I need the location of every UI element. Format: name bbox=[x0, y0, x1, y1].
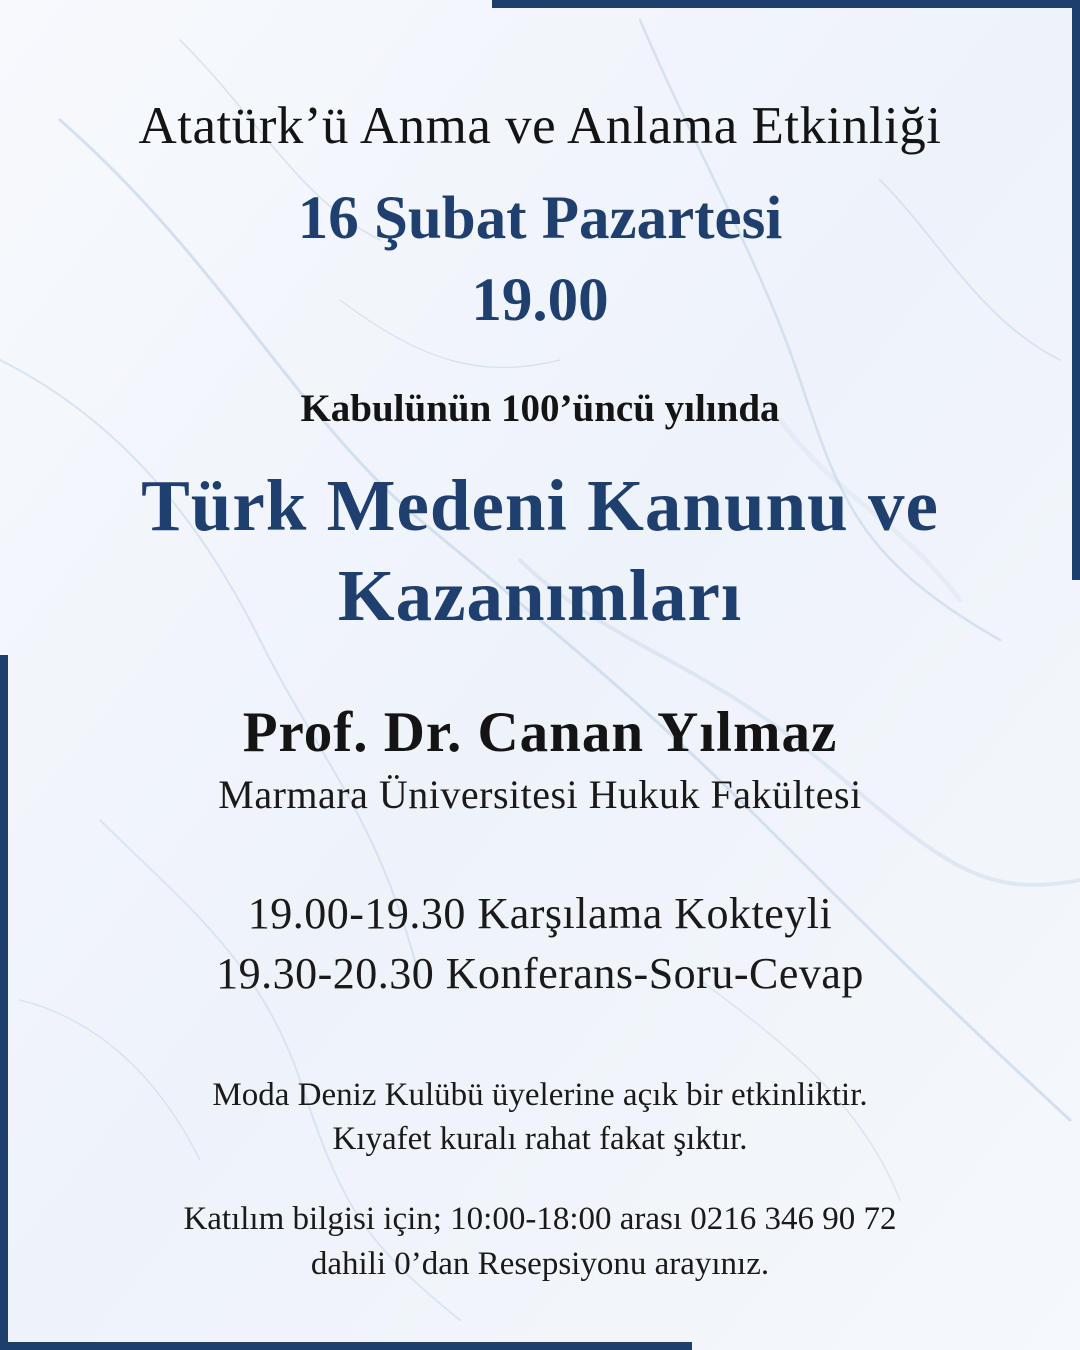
info-note: Kıyafet kuralı rahat fakat şıktır. bbox=[332, 1121, 748, 1157]
speaker-name: Prof. Dr. Canan Yılmaz bbox=[242, 701, 838, 764]
event-date: 16 Şubat Pazartesi bbox=[297, 185, 783, 252]
contact-info: dahili 0’dan Resepsiyonu arayınız. bbox=[310, 1246, 770, 1282]
event-title: Atatürk’ü Anma ve Anlama Etkinliği bbox=[138, 97, 942, 155]
schedule-item: 19.00-19.30 Karşılama Kokteyli bbox=[247, 889, 833, 938]
event-time: 19.00 bbox=[471, 267, 609, 334]
speaker-affiliation: Marmara Üniversitesi Hukuk Fakültesi bbox=[218, 772, 862, 817]
info-note: Moda Deniz Kulübü üyelerine açık bir etkinliktir. bbox=[212, 1077, 868, 1113]
schedule-item: 19.30-20.30 Konferans-Soru-Cevap bbox=[216, 949, 864, 998]
topic-title-line-2: Kazanımları bbox=[337, 555, 743, 636]
topic-subtitle: Kabulünün 100’üncü yılında bbox=[300, 387, 780, 430]
contact-info: Katılım bilgisi için; 10:00-18:00 arası 0216 346 90 72 bbox=[183, 1201, 897, 1237]
topic-title-line-1: Türk Medeni Kanunu ve bbox=[141, 465, 939, 546]
